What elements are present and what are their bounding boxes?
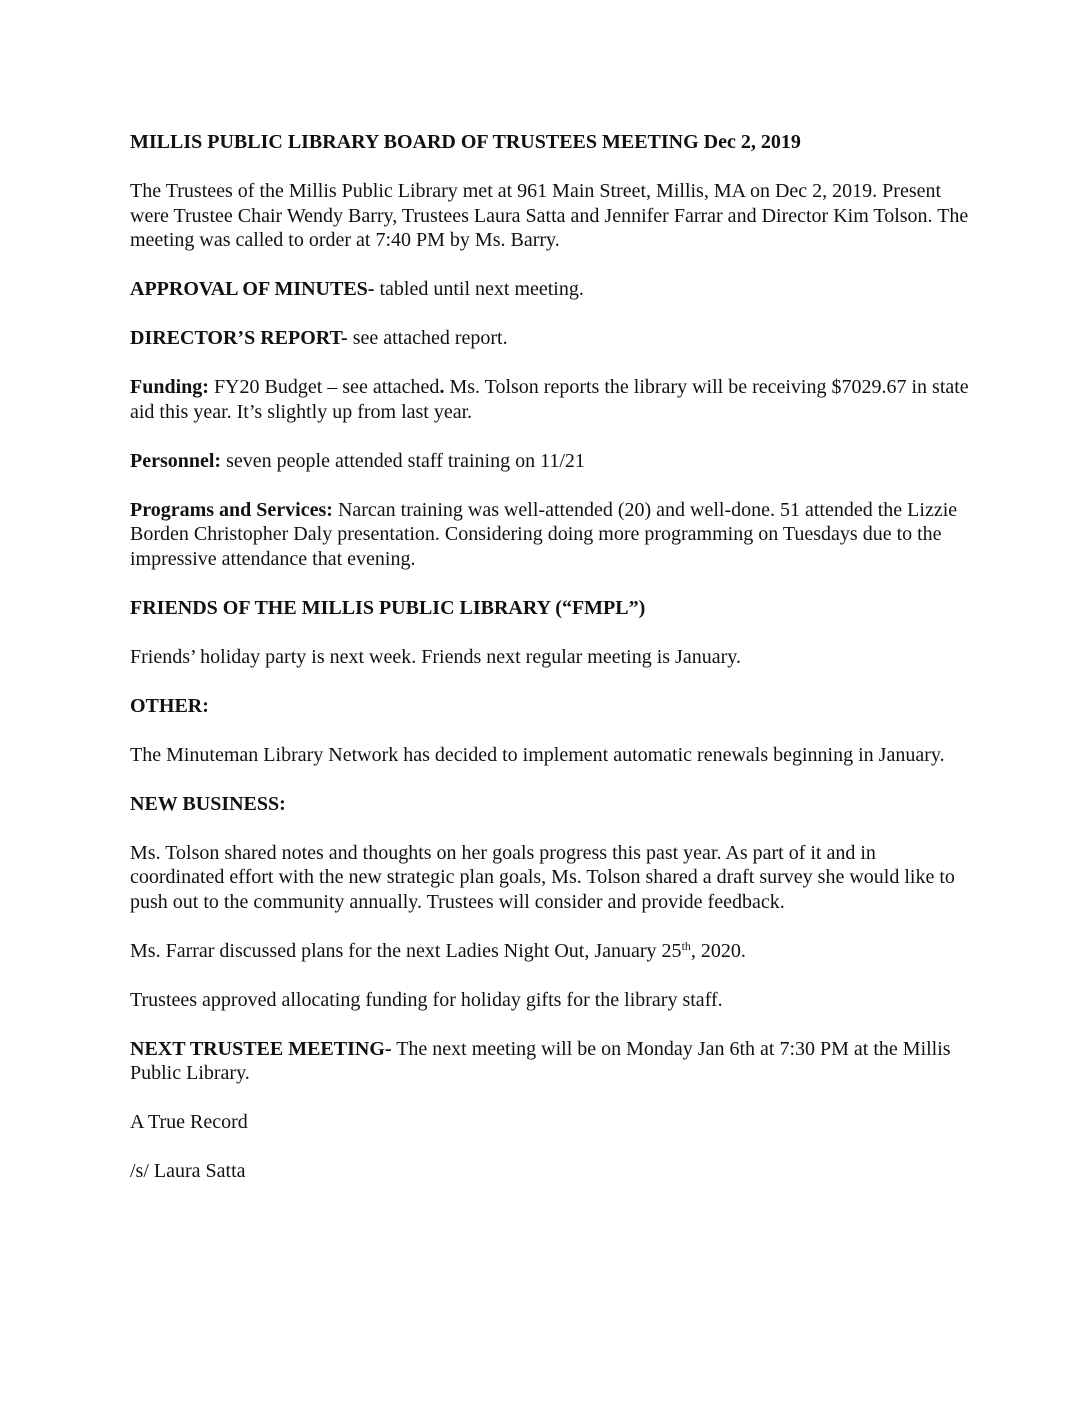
- programs-heading: Programs and Services:: [130, 498, 333, 521]
- friends-heading: FRIENDS OF THE MILLIS PUBLIC LIBRARY (“FMPL”): [130, 596, 646, 619]
- new-business-paragraph-3: Trustees approved allocating funding for holiday gifts for the library staff.: [130, 988, 723, 1011]
- funding-section: [130, 375, 970, 424]
- programs-text: Narcan training was well-attended (20) and well-done. 51 attended the Lizzie Borden Christopher Daly presentation. Considering doing more programming on Tuesdays due to the impressive attendance that evening.: [130, 498, 958, 570]
- personnel-heading: Personnel:: [130, 449, 222, 472]
- funding-text-b: .: [439, 376, 445, 398]
- next-meeting-section: [130, 1037, 970, 1086]
- next-meeting-text: The next meeting will be on Monday Jan 6th at 7:30 PM at the Millis Public Library.: [130, 1037, 951, 1084]
- personnel-text: seven people attended staff training on 11/21: [221, 449, 585, 472]
- approval-section: [130, 277, 970, 302]
- true-record-line: A True Record: [130, 1111, 248, 1133]
- funding-text-a: FY20 Budget – see attached: [208, 376, 440, 398]
- next-meeting-heading: NEXT TRUSTEE MEETING-: [130, 1037, 392, 1060]
- new-business-paragraph-2: Ms. Farrar discussed plans for the next Ladies Night Out, January 25th, 2020.: [130, 938, 746, 962]
- other-heading: OTHER:: [130, 694, 209, 717]
- funding-heading: Funding:: [130, 376, 209, 398]
- director-text: see attached report.: [347, 327, 508, 349]
- ordinal-suffix: th: [681, 938, 691, 953]
- document-title: MILLIS PUBLIC LIBRARY BOARD OF TRUSTEES MEETING Dec 2, 2019: [130, 131, 801, 153]
- personnel-section: [130, 449, 970, 474]
- signature-line: /s/ Laura Satta: [130, 1160, 246, 1182]
- director-section: [130, 326, 970, 351]
- other-text: The Minuteman Library Network has decided to implement automatic renewals beginning in January.: [130, 743, 945, 766]
- minutes-body: [130, 130, 970, 1208]
- funding-text-c: Ms. Tolson reports the library will be receiving $7029.67 in state aid this year. It’s slightly up from last year.: [130, 376, 969, 423]
- approval-text: tabled until next meeting.: [374, 278, 584, 300]
- intro-paragraph: The Trustees of the Millis Public Library met at 961 Main Street, Millis, MA on Dec 2, 2019. Present were Trustee Chair Wendy Barry, Trustees Laura Satta and Jennifer Farrar and Director Kim Tolson. The meeting was called to order at 7:40 PM by Ms. Barry.: [130, 180, 969, 251]
- programs-section: [130, 498, 970, 572]
- new-business-heading: NEW BUSINESS:: [130, 792, 286, 815]
- approval-heading: APPROVAL OF MINUTES-: [130, 278, 375, 300]
- friends-text: Friends’ holiday party is next week. Friends next regular meeting is January.: [130, 645, 741, 668]
- new-business-paragraph-1: Ms. Tolson shared notes and thoughts on her goals progress this past year. As part of it and in coordinated effort with the new strategic plan goals, Ms. Tolson shared a draft survey she would like to push out to the community annually. Trustees will consider and provide feedback.: [130, 841, 955, 913]
- director-heading: DIRECTOR’S REPORT-: [130, 327, 348, 349]
